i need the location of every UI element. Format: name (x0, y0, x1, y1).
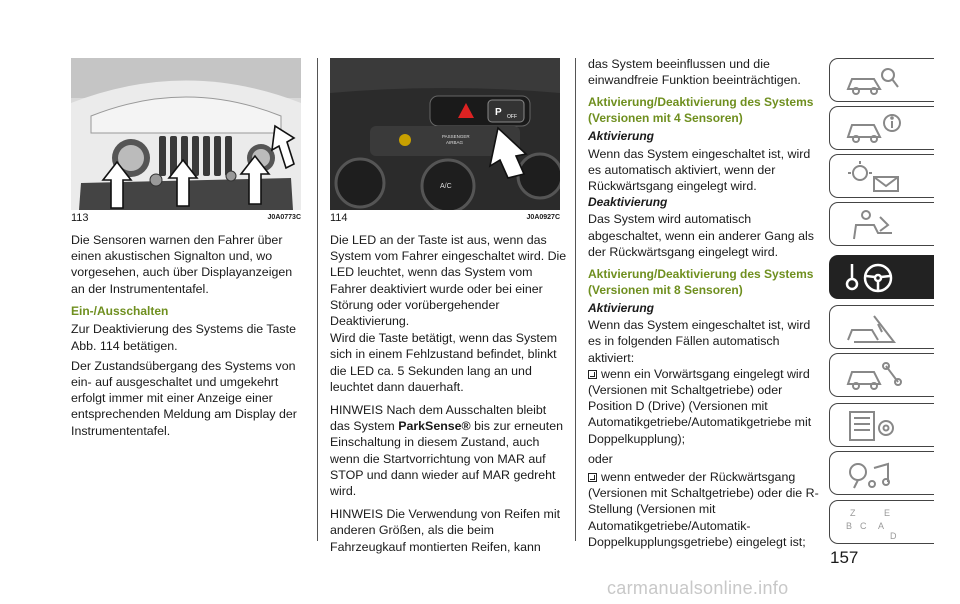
column-divider (317, 58, 318, 541)
figure-113-number: 113 (71, 212, 89, 224)
multimedia-music-icon (844, 458, 904, 490)
dashboard-illustration (330, 58, 560, 210)
tab-car-search[interactable] (829, 58, 934, 102)
index-letter: A (878, 521, 885, 531)
figure-114-caption (330, 212, 560, 226)
text-column-1 (71, 232, 309, 446)
ac-label: A/C (440, 183, 452, 190)
paragraph-continuation: das System beeinflussen und die einwandfreie Funktion beeinträchtigen. (588, 57, 801, 88)
car-search-icon (844, 65, 904, 97)
paragraph-activation-8: Wenn das System eingeschaltet ist, wird es in folgenden Fällen automatisch aktiviert: (588, 318, 811, 365)
note-after-deactivation: HINWEIS Nach dem Ausschalten bleibt das System ParkSense® bis zur erneuten Einschaltung in diesem Zustand, auch wenn die Startvorrichtung von MAR auf STOP und dann wieder auf MAR gedreht wird. (330, 403, 563, 499)
figure-114-number: 114 (330, 212, 348, 224)
index-letter: B (846, 521, 853, 531)
car-accident-warning-icon (844, 312, 904, 344)
svg-text:AIRBAG: AIRBAG (446, 140, 464, 145)
specifications-list-icon (844, 410, 904, 442)
tab-seat-person[interactable] (829, 202, 934, 246)
key-steering-wheel-icon (844, 262, 904, 294)
bullet-forward-gear: wenn ein Vorwärtsgang eingelegt wird (Versionen mit Schaltgetriebe) oder Position D (Drive) (Versionen mit Automatikgetriebe/Automatikgetriebe mit Doppelkupplung); (588, 366, 812, 446)
index-letter: Z (850, 508, 856, 518)
tab-starting-driving[interactable] (829, 255, 934, 299)
paragraph-led-blink: Wird die Taste betätigt, wenn das System sich in einem Fehlzustand befindet, blinkt die LED ca. 5 Sekunden lang an und leuchtet dann dauerhaft. (330, 331, 558, 394)
tab-multimedia[interactable] (829, 451, 934, 495)
heading-on-off: Ein-/Ausschalten (71, 303, 169, 318)
off-label: OFF (507, 114, 517, 120)
warning-lights-message-icon (844, 161, 904, 193)
car-info-icon (844, 113, 904, 145)
checkbox-bullet-icon (588, 370, 597, 379)
watermark: carmanualsonline.info (607, 578, 789, 598)
jeep-front-illustration (71, 58, 301, 210)
subheading-deactivation: Deaktivierung (588, 195, 668, 210)
figure-113-code: J0A0773C (267, 214, 301, 221)
checkbox-bullet-icon (588, 473, 597, 482)
index-letter: D (890, 531, 897, 541)
seat-person-icon (844, 209, 904, 241)
text-column-3 (588, 56, 824, 557)
figure-113-jeep-front (71, 58, 301, 210)
tab-specifications[interactable] (829, 403, 934, 447)
index-letter: E (884, 508, 891, 518)
heading-4-sensors: Aktivierung/Deaktivierung des Systems (Versionen mit 4 Sensoren) (588, 95, 814, 125)
figure-114-dashboard (330, 58, 560, 210)
heading-8-sensors: Aktivierung/Deaktivierung des Systems (Versionen mit 8 Sensoren) (588, 267, 814, 297)
tab-warning-lights[interactable] (829, 154, 934, 198)
parksense-brand: ParkSense® (398, 419, 471, 434)
tab-car-info[interactable] (829, 106, 934, 150)
passenger-airbag-label: PASSENGER (442, 134, 470, 139)
page-number: 157 (830, 548, 859, 567)
subheading-activation-2: Aktivierung (588, 301, 655, 316)
paragraph-deactivation: Zur Deaktivierung des Systems die Taste Abb. 114 betätigen. (71, 322, 296, 353)
alphabetical-index-icon (844, 507, 904, 541)
column-divider (575, 58, 576, 541)
tab-emergency[interactable] (829, 305, 934, 349)
text-column-2 (330, 232, 568, 562)
note-tire-sizes: HINWEIS Die Verwendung von Reifen mit anderen Größen, als die beim Fahrzeugkauf montierten Reifen, kann (330, 507, 561, 554)
figure-114-code: J0A0927C (526, 214, 560, 221)
or-text: oder (588, 451, 613, 466)
subheading-activation-1: Aktivierung (588, 129, 655, 144)
figure-113-caption (71, 212, 301, 226)
p-button-label: P (495, 107, 502, 118)
tab-index[interactable] (829, 500, 934, 544)
tab-service[interactable] (829, 353, 934, 397)
car-service-wrench-icon (844, 360, 904, 392)
paragraph-activation-4: Wenn das System eingeschaltet ist, wird es automatisch aktiviert, wenn der Rückwärtsgang eingelegt wird. (588, 146, 811, 194)
paragraph-deactivation-4: Das System wird automatisch abgeschaltet, wenn ein anderer Gang als der Rückwärtsgang eingelegt wird. (588, 212, 814, 259)
paragraph-sensor-warning: Die Sensoren warnen den Fahrer über einen akustischen Signalton und, wo vorgesehen, auch über Displayanzeigen an der Instrumententafel. (71, 233, 293, 296)
bullet-reverse-gear: wenn entweder der Rückwärtsgang (Versionen mit Schaltgetriebe) oder die R-Stellung (Versionen mit Automatikgetriebe/Automatik-Doppelkupplungsgetriebe) eingelegt ist; (588, 470, 819, 549)
paragraph-led-status: Die LED an der Taste ist aus, wenn das System vom Fahrer eingeschaltet wird. Die LED leuchtet, wenn das System vom Fahrer deaktiviert wurde oder bei einer Störung oder vorübergehender Deaktivierung. (330, 233, 567, 329)
index-letter: C (860, 521, 867, 531)
paragraph-state-transition: Der Zustandsübergang des Systems von ein- auf ausgeschaltet und umgekehrt erfolgt immer mit einer Anzeige einer entsprechenden Meldung am Display der Instrumententafel. (71, 358, 297, 438)
